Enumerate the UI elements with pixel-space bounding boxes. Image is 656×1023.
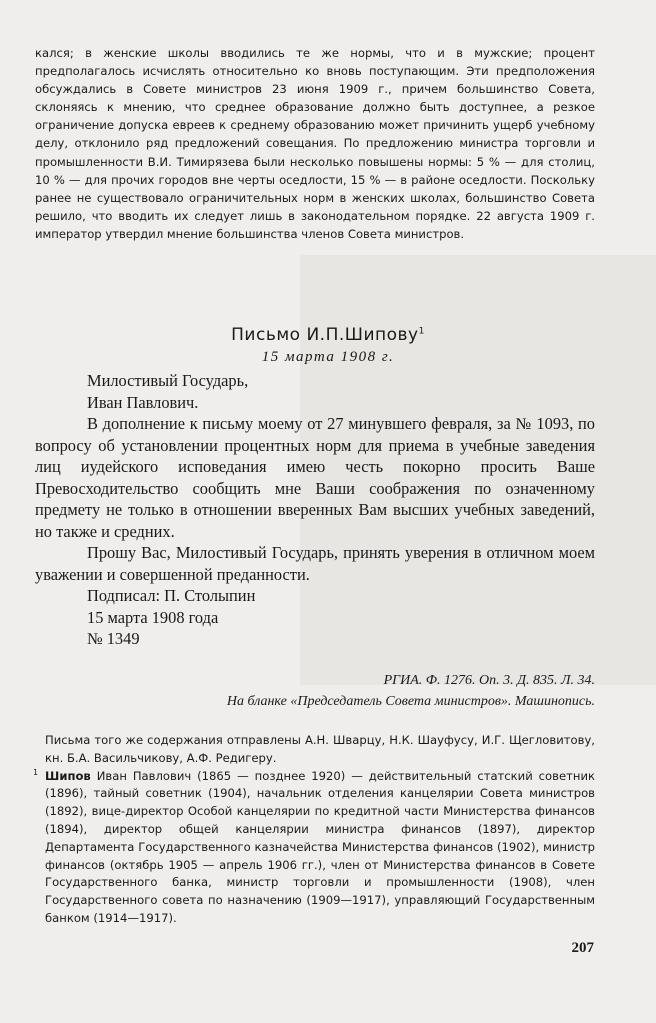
letter-date: 15 марта 1908 г.: [261, 349, 395, 365]
signature-line: Подписал: П. Столыпин: [87, 586, 256, 605]
signature-date: 15 марта 1908 года: [87, 607, 219, 627]
footnote-1: [35, 768, 595, 928]
salutation-line-1: Милостивый Государь,: [87, 371, 249, 390]
document-number: № 1349: [87, 629, 140, 648]
footnote-text: Иван Павлович (1865 — позднее 1920) — действительный статский советник (1896), тайный советник (1904), начальник отделения канцелярии Совета министров (1892), вице-директор Особой канцелярии по кредитной части Министерства финансов (1894), директор общей канцелярии министра финансов (1897), директор Департамента Государственного казначейства Министерства финансов (1902), министр финансов (октябрь 1905 — апрель 1906 гг.), член от Министерства финансов в Совете Государственного банка, министр торговли и промышленности (1908), член Государственного совета по назначению (1909—1917), управляющий Государственным банком (1914—1917).: [45, 768, 595, 925]
copies-note: Письма того же содержания отправлены А.Н. Шварцу, Н.К. Шауфусу, И.Г. Щегловитову, кн. Б.А. Васильчикову, А.Ф. Редигеру.: [45, 733, 595, 765]
top-paragraph-text: кался; в женские школы вводились те же нормы, что и в мужские; процент предполагалось исчислять относительно ко вновь поступающим. Эти предположения обсуждались в Совете министров 23 июня 1909 г., причем большинство Совета, склоняясь к мнению, что среднее образование должно быть доступнее, а резкое ограничение допуска евреев к среднему образованию может причинить ущерб учебному делу, отклонило ряд предложений совещания. По предложению министра торговли и промышленности В.И. Тимирязева были несколько повышены нормы: 5 % — для столиц, 10 % — для прочих городов вне черты оседлости, 15 % — в районе оседлости. Поскольку ранее не существовало ограничительных норм в женских школах, большинство Совета решило, что вводить их следует лишь в законодательном порядке. 22 августа 1909 г. император утвердил мнение большинства членов Совета министров.: [35, 46, 595, 241]
archive-reference: РГИА. Ф. 1276. Оп. 3. Д. 835. Л. 34.: [383, 673, 595, 688]
archive-note: На бланке «Председатель Совета министров». Машинопись.: [226, 694, 595, 709]
notes-block: [35, 732, 595, 928]
footnote-name: Шипов: [45, 768, 91, 783]
archive-block: [35, 670, 595, 712]
title-footnote-mark: 1: [418, 326, 425, 337]
letter-paragraph-2: [35, 542, 595, 585]
letter-paragraph-1: [35, 413, 595, 542]
salutation-line-2: Иван Павлович.: [87, 392, 199, 412]
top-paragraph: [35, 44, 595, 243]
letter-title-text: Письмо И.П.Шипову: [231, 325, 419, 345]
page-number: 207: [571, 940, 594, 956]
footnote-mark: 1: [33, 767, 39, 777]
letter-body: [35, 370, 595, 650]
letter-paragraph-1-text: В дополнение к письму моему от 27 минувшего февраля, за № 1093, по вопросу об установлении процентных норм для приема в учебные заведения лиц иудейского исповедания имею честь покорно просить Ваше Превосходительство сообщить мне Ваши соображения по означенному предмету не только в отношении вверенных Вам высших учебных заведений, но также и средних.: [35, 414, 595, 541]
letter-title: [0, 325, 656, 345]
letter-paragraph-2-text: Прошу Вас, Милостивый Государь, принять уверения в отличном моем уважении и совершенной преданности.: [35, 543, 595, 584]
